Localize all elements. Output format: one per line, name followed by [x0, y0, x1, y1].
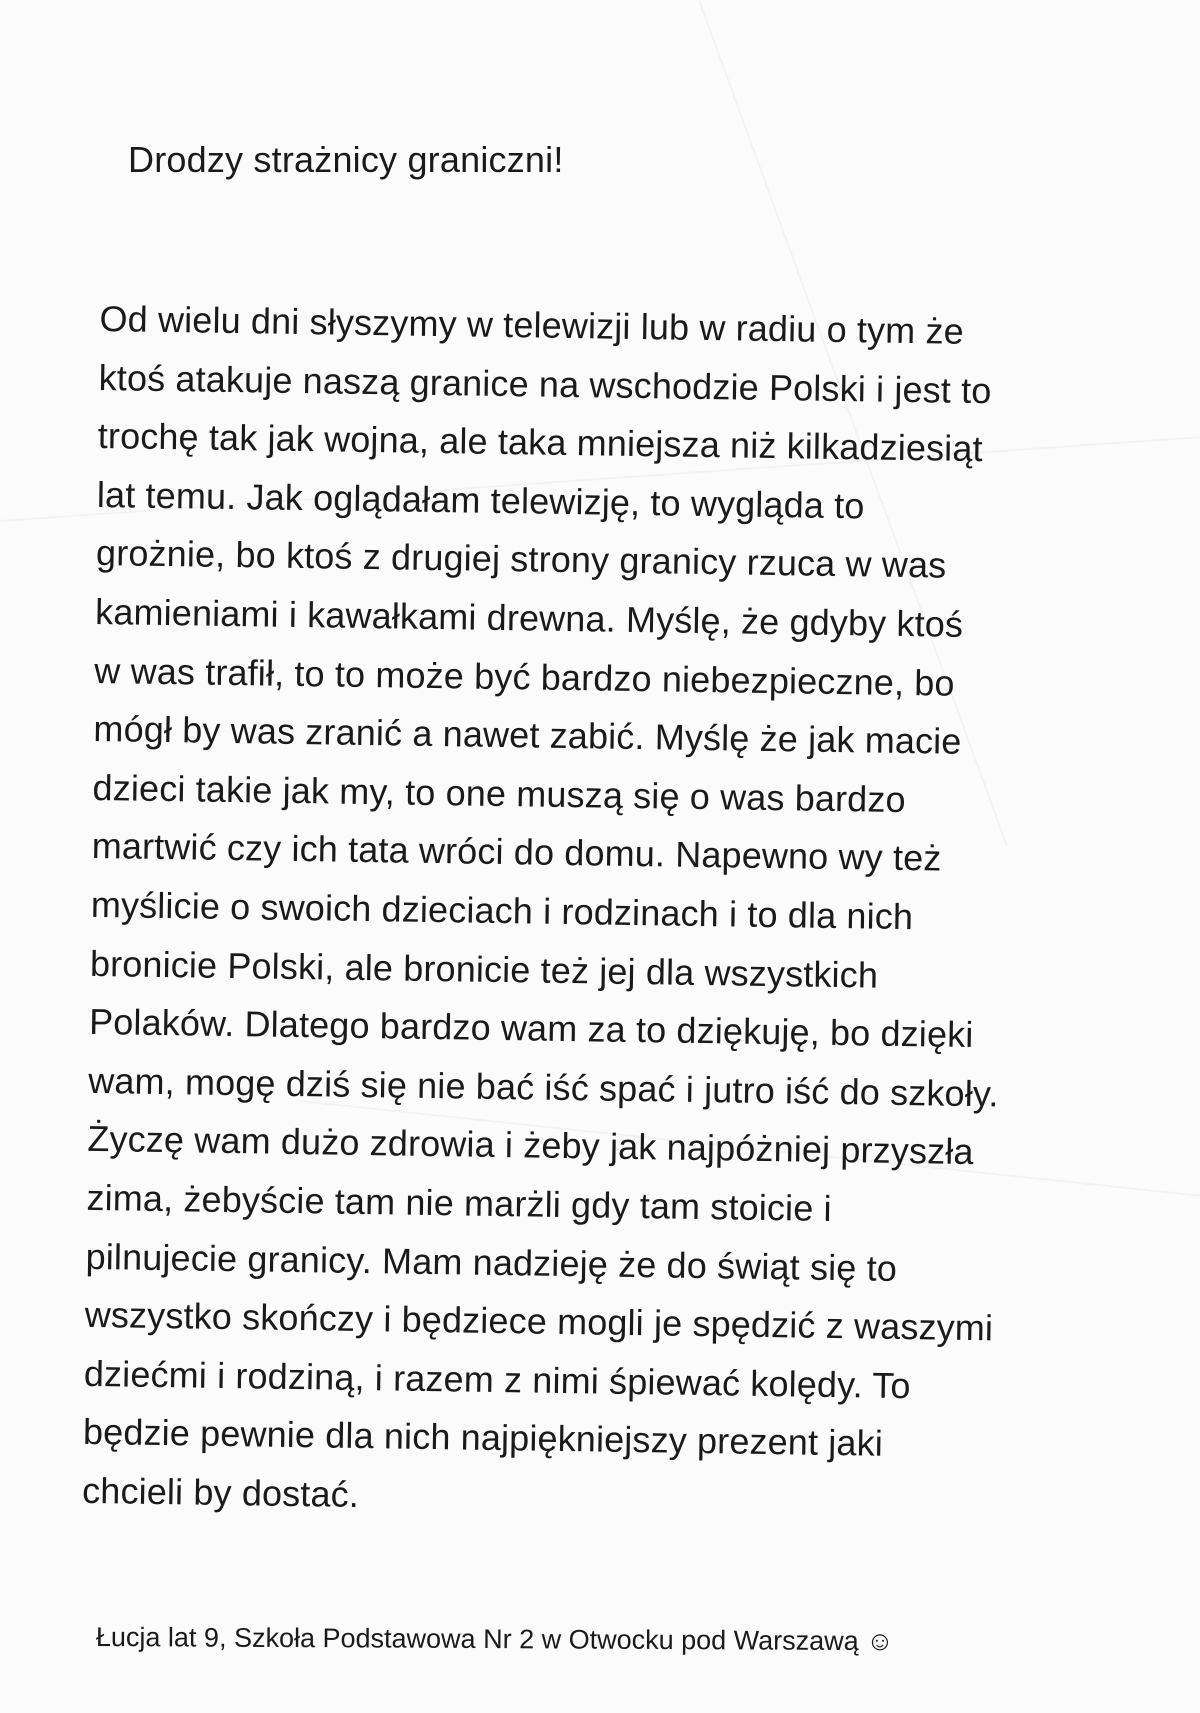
letter-line: wszystko skończy i będziece mogli je spędzić z waszymi [84, 1293, 994, 1349]
letter-greeting: Drodzy strażnicy graniczni! [128, 139, 564, 180]
letter-line: pilnujecie granicy. Mam nadzieję że do świąt się to [85, 1235, 898, 1289]
letter-line: zima, żebyście tam nie marżli gdy tam stoicie i [86, 1176, 833, 1229]
letter-line: martwić czy ich tata wróci do domu. Napewno wy też [91, 825, 942, 879]
letter-line: trochę tak jak wojna, ale taka mniejsza niż kilkadziesiąt [97, 415, 984, 470]
letter-line: mógł by was zranić a nawet zabić. Myślę że jak macie [93, 708, 962, 762]
letter-line: ktoś atakuje naszą granice na wschodzie Polski i jest to [98, 356, 992, 411]
letter-line: będzie pewnie dla nich najpiękniejszy prezent jaki [82, 1411, 884, 1465]
letter-line: Polaków. Dlatego bardzo wam za to dziękuję, bo dzięki [88, 1001, 974, 1056]
letter-line: chcieli by dostać. [81, 1469, 360, 1515]
letter-line: Od wielu dni słyszymy w telewizji lub w radiu o tym że [99, 297, 965, 352]
letter-line: dzieci takie jak my, to one muszą się o was bardzo [92, 766, 907, 820]
letter-line: w was trafił, to to może być bardzo niebezpieczne, bo [94, 649, 955, 704]
letter-body [82, 290, 1130, 1536]
letter-line: myślicie o swoich dzieciach i rodzinach i to dla nich [90, 883, 914, 938]
letter-line: dziećmi i rodziną, i razem z nimi śpiewać kolędy. To [83, 1352, 911, 1406]
letter-line: lat temu. Jak oglądałam telewizję, to wygląda to [96, 473, 865, 527]
letter-line: bronicie Polski, ale bronicie też jej dla wszystkich [89, 942, 879, 996]
letter-line: kamieniami i kawałkami drewna. Myślę, że gdyby ktoś [94, 590, 964, 645]
letter-line: grożnie, bo ktoś z drugiej strony granicy rzuca w was [95, 532, 947, 586]
letter-signature: Łucja lat 9, Szkoła Podstawowa Nr 2 w Otwocku pod Warszawą ☺ [95, 1622, 894, 1657]
letter-line: Życzę wam dużo zdrowia i żeby jak najpóżniej przyszła [87, 1118, 974, 1173]
letter-line: wam, mogę dziś się nie bać iść spać i jutro iść do szkoły. [87, 1059, 999, 1115]
